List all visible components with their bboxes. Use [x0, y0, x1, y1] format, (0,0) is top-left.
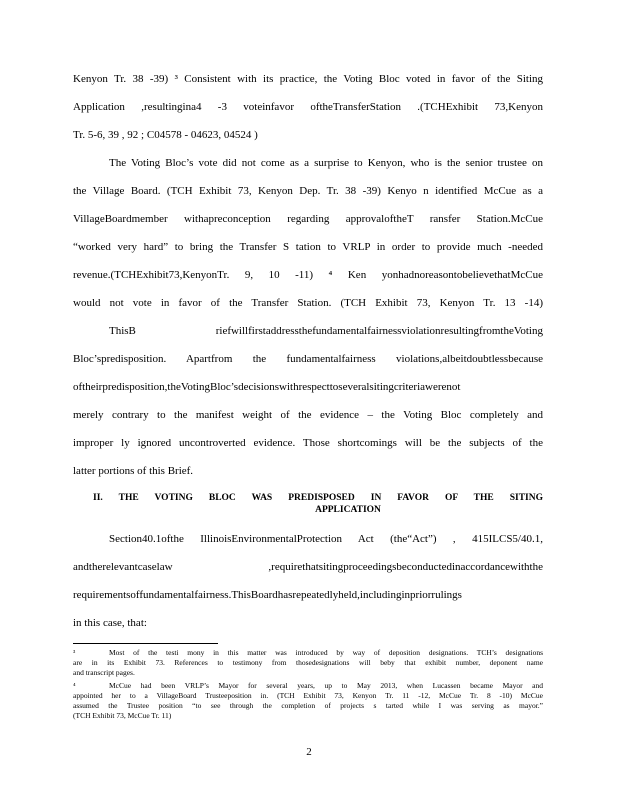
footnote-line: [73, 681, 543, 691]
body-line: latter portions of this Brief.: [73, 465, 194, 477]
footnote-line: assumed the Trustee position “to see through the completion of projects s tarted while I was serving as mayor.”: [73, 701, 543, 710]
body-line: ThisB riefwillfirstaddressthefundamentalfairnessviolationresultingfromtheVoting: [109, 325, 543, 337]
body-line: Bloc’spredisposition. Apartfrom the fundamentalfairness violations,albeitdoubtlessbecause: [73, 353, 543, 365]
body-line: VillageBoardmember withapreconception regarding approvaloftheT ransfer Station.McCue: [73, 213, 543, 225]
footnote-divider: [73, 643, 218, 644]
body-line: Kenyon Tr. 38 -39) ³ Consistent with its practice, the Voting Bloc voted in favor of the Siting: [73, 73, 543, 85]
body-line: the Village Board. (TCH Exhibit 73, Kenyon Dep. Tr. 38 -39) Kenyo n identified McCue as a: [73, 185, 543, 197]
body-line: Section40.1ofthe IllinoisEnvironmentalProtection Act (the“Act”) , 415ILCS5/40.1,: [109, 533, 543, 545]
body-line: would not vote in favor of the Transfer Station. (TCH Exhibit 73, Kenyon Tr. 13 -14): [73, 297, 543, 309]
footnote-line: appointed her to a VillageBoard Trusteeposition in. (TCH Exhibit 73, Kenyon Tr. 11 -12, McCue Tr. 8 -10) McCue: [73, 691, 543, 700]
footnote-line: (TCH Exhibit 73, McCue Tr. 11): [73, 711, 172, 720]
body-line: andtherelevantcaselaw ,requirethatsitingproceedingsbeconductedinaccordancewiththe: [73, 561, 543, 573]
footnote-mark: ³: [73, 648, 76, 657]
section-heading-line: II. THE VOTING BLOC WAS PREDISPOSED IN FAVOR OF THE SITING: [93, 493, 543, 503]
footnote-line: are in its Exhibit 73. References to testimony from thosedesignations will beby that exhibit number, deponent name: [73, 658, 543, 667]
body-line: requirementsoffundamentalfairness.ThisBoardhasrepeatedlyheld,includinginpriorrulings: [73, 589, 462, 601]
footnote-line: and transcript pages.: [73, 668, 135, 677]
body-line: in this case, that:: [73, 617, 147, 629]
body-line: revenue.(TCHExhibit73,KenyonTr. 9, 10 -11) ⁴ Ken yonhadnoreasontobelievethatMcCue: [73, 269, 543, 281]
footnote-text: Most of the testi mony in this matter was introduced by way of deposition designations. TCH’s designations: [109, 648, 543, 657]
footnote-line: [73, 648, 543, 658]
body-line: Tr. 5-6, 39 , 92 ; C04578 - 04623, 04524 ): [73, 129, 258, 141]
body-line: oftheirpredisposition,theVotingBloc’sdecisionswithrespecttoseveralsitingcriteriawerenot: [73, 381, 461, 393]
footnote-text: McCue had been VRLP’s Mayor for several years, up to May 2013, when Lucassen became Mayor and: [109, 681, 543, 690]
body-line: Application ,resultingina4 -3 voteinfavor oftheTransferStation .(TCHExhibit 73,Kenyon: [73, 101, 543, 113]
body-line: merely contrary to the manifest weight of the evidence – the Voting Bloc completely and: [73, 409, 543, 421]
page-number: 2: [306, 746, 312, 758]
section-heading: [93, 492, 543, 516]
section-heading-line: APPLICATION: [315, 505, 381, 515]
footnote-mark: ⁴: [73, 681, 76, 690]
body-line: improper ly ignored uncontroverted evidence. Those shortcomings will be the subjects of the: [73, 437, 543, 449]
body-line: The Voting Bloc’s vote did not come as a surprise to Kenyon, who is the senior trustee on: [109, 157, 543, 169]
body-line: “worked very hard” to bring the Transfer S tation to VRLP in order to provide much -needed: [73, 241, 543, 253]
